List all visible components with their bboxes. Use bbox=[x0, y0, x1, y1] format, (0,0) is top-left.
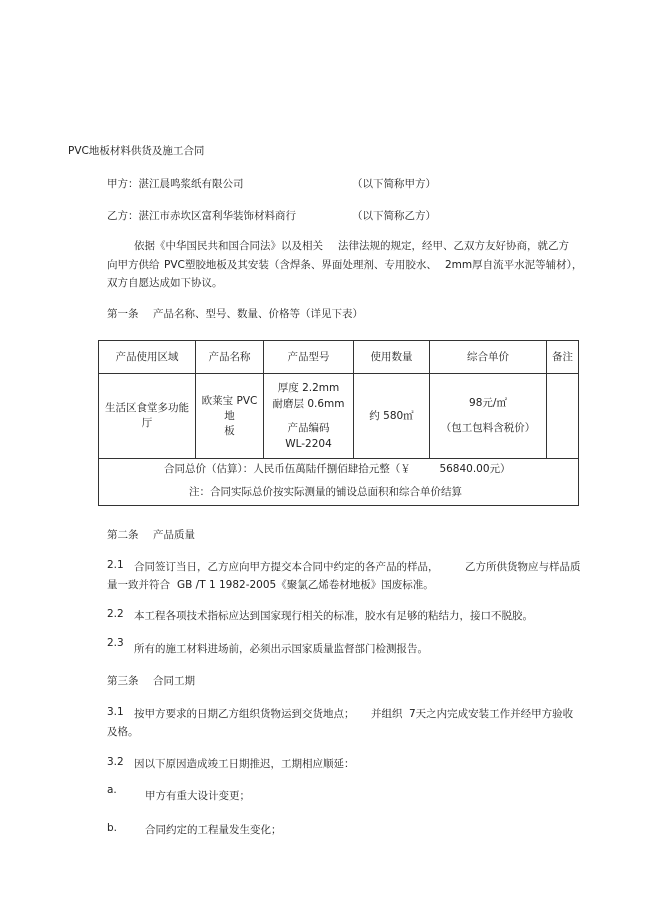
model-line-3: 产品编码 bbox=[287, 422, 330, 434]
s3-1-c: 7天之内完成安装工作并经甲方验收 bbox=[409, 708, 574, 720]
table-note: 注：合同实际总价按实际测量的铺设总面积和综合单价结算 bbox=[189, 485, 462, 498]
area-line-1: 生活区食堂多功能 bbox=[105, 402, 189, 414]
intro-line1b: 法律法规的规定，经甲、乙双方友好协商，就乙方 bbox=[338, 240, 569, 252]
model-line-1: 厚度 2.2mm bbox=[277, 382, 340, 394]
s3-1-a: 按甲方要求的日期乙方组织货物运到交货地点； bbox=[134, 708, 355, 720]
s2-1-d: GB /T 1 1982-2005《聚氯乙烯卷材地板》国废标准。 bbox=[177, 579, 434, 591]
party-b-note: （以下简称乙方） bbox=[352, 210, 436, 222]
cell-price bbox=[430, 374, 547, 459]
s2-1-c: 量一致并符合 bbox=[107, 579, 170, 591]
s2-2-num: 2.2 bbox=[107, 608, 124, 620]
article3-num: 第三条 bbox=[107, 675, 139, 687]
total-amount: 56840.00元） bbox=[439, 462, 511, 475]
intro-line2b: PVC塑胶地板及其安装（含焊条、界面处理剂、专用胶水、 bbox=[164, 259, 437, 271]
col-area-header: 产品使用区域 bbox=[99, 341, 196, 374]
col-model-header: 产品型号 bbox=[264, 341, 354, 374]
contract-title: PVC地板材料供货及施工合同 bbox=[68, 145, 205, 157]
s2-2-text: 本工程各项技术指标应达到国家现行相关的标准，胶水有足够的粘结力，接口不脱胶。 bbox=[134, 610, 533, 622]
s2-1-b: 乙方所供货物应与样品质 bbox=[465, 561, 581, 573]
cell-qty: 约 580㎡ bbox=[354, 374, 430, 459]
col-price-header: 综合单价 bbox=[430, 341, 547, 374]
cell-area bbox=[99, 374, 196, 459]
article2-num: 第二条 bbox=[107, 529, 139, 541]
item-b-num: b. bbox=[107, 822, 118, 834]
name-line-1: 欧莱宝 PVC地 bbox=[201, 394, 258, 422]
cell-model bbox=[264, 374, 354, 459]
party-b: 乙方：湛江市赤坎区富利华装饰材料商行 bbox=[107, 210, 296, 222]
price-line-2: （包工包料含税价） bbox=[440, 422, 536, 434]
cell-name bbox=[196, 374, 264, 459]
area-line-2: 厅 bbox=[141, 417, 153, 429]
item-a-num: a. bbox=[107, 784, 117, 796]
article1-title: 产品名称、型号、数量、价格等（详见下表） bbox=[153, 308, 363, 320]
s2-3-num: 2.3 bbox=[107, 637, 124, 649]
item-b-text: 合同约定的工程量发生变化； bbox=[145, 824, 282, 836]
s3-1-d: 及格。 bbox=[107, 726, 139, 738]
s3-1-b: 并组织 bbox=[371, 708, 403, 720]
intro-line2c: 2mm厚自流平水泥等辅材）， bbox=[445, 259, 583, 271]
s3-2-text: 因以下原因造成竣工日期推迟，工期相应顺延： bbox=[134, 758, 355, 770]
col-name-header: 产品名称 bbox=[196, 341, 264, 374]
total-row bbox=[99, 459, 579, 480]
table-header-row bbox=[99, 341, 579, 374]
table-row bbox=[99, 374, 579, 459]
s2-3-text: 所有的施工材料进场前，必须出示国家质量监督部门检测报告。 bbox=[134, 643, 428, 655]
s3-1-num: 3.1 bbox=[107, 706, 124, 718]
s3-2-num: 3.2 bbox=[107, 756, 124, 768]
article3-title: 合同工期 bbox=[153, 675, 195, 687]
item-a-text: 甲方有重大设计变更； bbox=[145, 790, 250, 802]
total-text: 合同总价（估算）：人民币伍萬陆仟捌佰肆拾元整（￥ bbox=[164, 462, 411, 475]
intro-line1a: 依据《中华国民共和国合同法》以及相关 bbox=[134, 240, 323, 252]
s2-1-a: 合同签订当日，乙方应向甲方提交本合同中约定的各产品的样品， bbox=[134, 561, 439, 573]
article2-title: 产品质量 bbox=[153, 529, 195, 541]
intro-line3: 双方自愿达成如下协议。 bbox=[107, 277, 223, 289]
note-row bbox=[99, 479, 579, 506]
price-line-1: 98元/㎡ bbox=[469, 397, 507, 409]
product-table bbox=[98, 340, 579, 506]
party-a-note: （以下简称甲方） bbox=[352, 178, 436, 190]
col-remark-header: 备注 bbox=[547, 341, 579, 374]
intro-line2a: 向甲方供给 bbox=[107, 259, 160, 271]
article1-num: 第一条 bbox=[107, 308, 139, 320]
party-a: 甲方：湛江晨鸣浆纸有限公司 bbox=[107, 178, 244, 190]
model-line-4: WL-2204 bbox=[285, 438, 332, 450]
col-qty-header: 使用数量 bbox=[354, 341, 430, 374]
s2-1-num: 2.1 bbox=[107, 559, 124, 571]
model-line-2: 耐磨层 0.6mm bbox=[272, 398, 345, 410]
cell-remark bbox=[547, 374, 579, 459]
name-line-2: 板 bbox=[224, 424, 235, 437]
